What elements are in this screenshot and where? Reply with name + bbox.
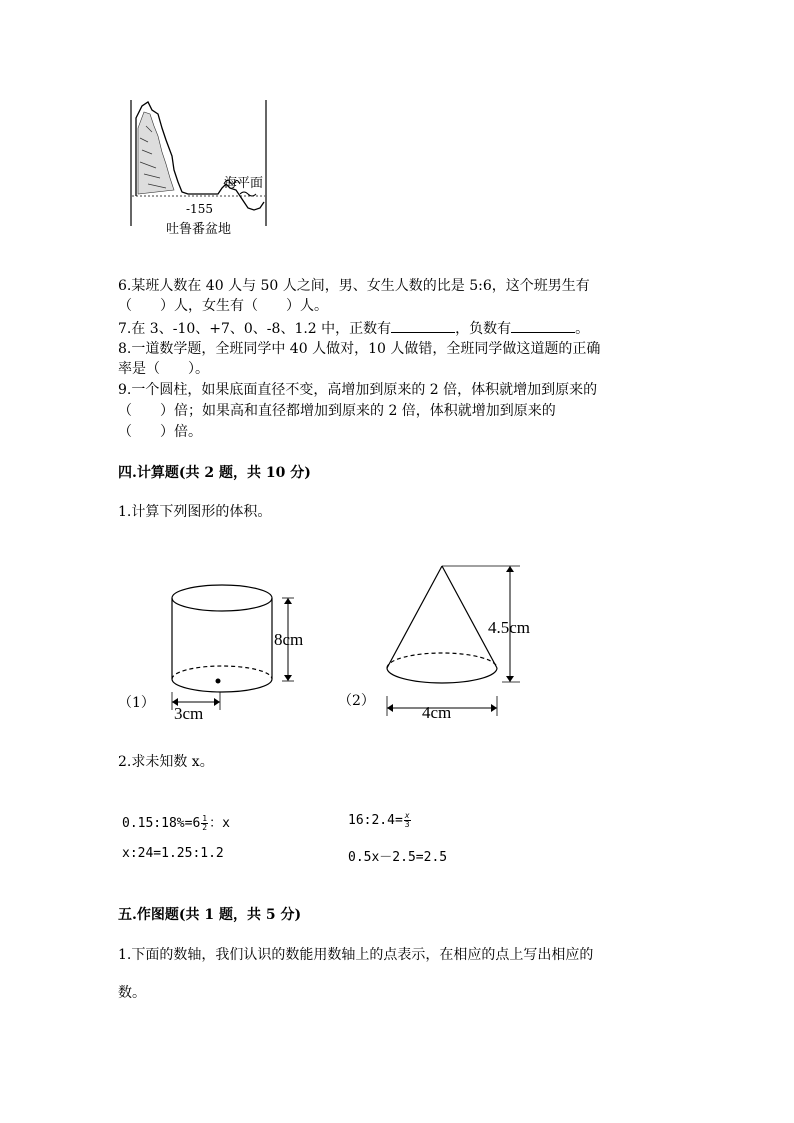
question-9-line3: （ ）倍。 — [118, 424, 202, 440]
basin-sketch — [128, 98, 270, 238]
fraction — [404, 812, 411, 829]
answer-blank[interactable] — [391, 318, 455, 333]
question-6-line1: 6.某班人数在 40 人与 50 人之间，男、女生人数的比是 5:6，这个班男生有 — [118, 278, 590, 294]
cylinder-figure — [118, 580, 318, 725]
turpan-basin-figure — [128, 98, 270, 238]
question-7-part3: 。 — [575, 321, 590, 337]
question-7-part1: 7.在 3、-10、+7、0、-8、1.2 中，正数有 — [118, 321, 392, 337]
equation-2-left: 16:2.4= — [348, 813, 403, 828]
equation-1-left: 0.15:18%=6 — [122, 816, 201, 831]
question-8-line1: 8.一道数学题，全班同学中 40 人做对，10 人做错，全班同学做这道题的正确 — [118, 341, 601, 357]
question-7 — [118, 318, 589, 339]
fraction-numerator: x — [404, 811, 410, 820]
section-4-question-2: 2.求未知数 x。 — [118, 754, 214, 770]
question-8-line2: 率是（ ）。 — [118, 361, 209, 377]
equation-1 — [122, 812, 230, 832]
cone-figure — [338, 560, 558, 725]
section-5-question-1-line1: 1.下面的数轴，我们认识的数能用数轴上的点表示，在相应的点上写出相应的 — [118, 947, 594, 963]
question-7-part2: ，负数有 — [455, 321, 512, 337]
section-4-heading: 四.计算题(共 2 题，共 10 分) — [118, 465, 311, 481]
fraction-denominator: 3 — [404, 820, 410, 829]
question-6-line2: （ ）人，女生有（ ）人。 — [118, 298, 328, 314]
cylinder-radius-label: 3cm — [174, 704, 204, 723]
equation-4: 0.5x－2.5=2.5 — [348, 850, 448, 865]
cone-index: （2） — [338, 693, 375, 709]
question-9-line1: 9.一个圆柱，如果底面直径不变，高增加到原来的 2 倍，体积就增加到原来的 — [118, 382, 598, 398]
cylinder-height-label: 8cm — [274, 630, 304, 649]
basin-label: 吐鲁番盆地 — [166, 222, 232, 237]
question-9-line2: （ ）倍；如果高和直径都增加到原来的 2 倍，体积就增加到原来的 — [118, 403, 556, 419]
fraction-denominator: 2 — [202, 823, 208, 832]
cylinder-index: （1） — [118, 695, 155, 711]
section-5-heading: 五.作图题(共 1 题，共 5 分) — [118, 907, 302, 923]
section-4-question-1: 1.计算下列图形的体积。 — [118, 504, 272, 520]
equation-2 — [348, 812, 412, 829]
answer-blank[interactable] — [511, 318, 575, 333]
cone-height-label: 4.5cm — [488, 618, 531, 637]
depth-label: -155 — [186, 202, 213, 216]
fraction-numerator: 1 — [202, 814, 208, 823]
equation-3: x:24=1.25:1.2 — [122, 846, 224, 861]
equation-1-right: ：x — [209, 816, 230, 831]
fraction — [201, 815, 208, 832]
section-5-question-1-line2: 数。 — [118, 985, 146, 1001]
sea-level-label: 海平面 — [224, 176, 264, 191]
cone-diameter-label: 4cm — [422, 703, 452, 722]
